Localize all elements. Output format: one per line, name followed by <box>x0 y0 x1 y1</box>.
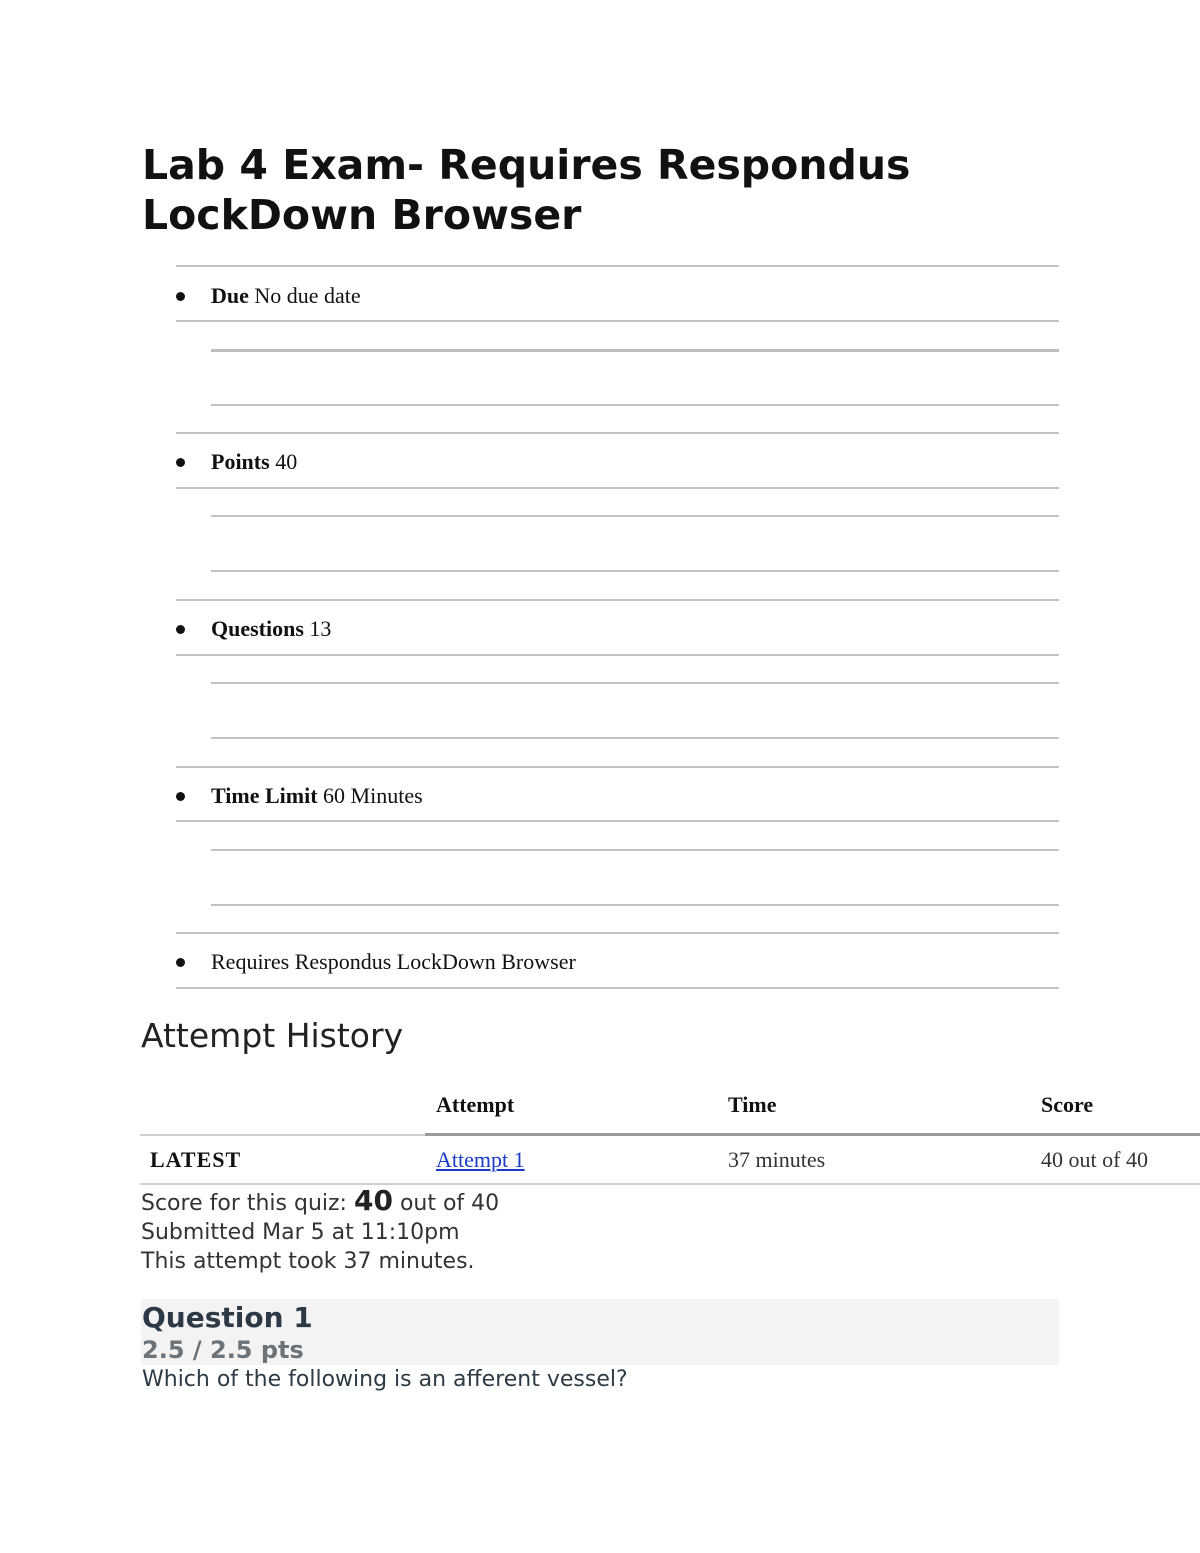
column-header-time: Time <box>728 1092 777 1117</box>
divider <box>176 932 1059 934</box>
page-title: Lab 4 Exam- Requires Respondus LockDown Browser <box>142 141 911 239</box>
score-suffix: out of 40 <box>399 1191 500 1216</box>
bullet-icon <box>176 958 185 967</box>
divider <box>211 737 1059 739</box>
question-text: Which of the following is an afferent vessel? <box>142 1367 628 1392</box>
header-divider <box>140 1134 425 1136</box>
quiz-score-line <box>141 1186 499 1218</box>
question-header <box>141 1299 1059 1365</box>
divider <box>211 515 1059 517</box>
detail-label: Points <box>211 449 270 474</box>
score-value: 40 <box>353 1184 393 1217</box>
divider <box>176 766 1059 768</box>
divider <box>211 404 1059 406</box>
detail-due <box>176 281 1059 311</box>
detail-lockdown <box>176 947 1059 977</box>
detail-value: No due date <box>254 283 361 308</box>
divider <box>211 682 1059 684</box>
divider <box>211 570 1059 572</box>
bullet-icon <box>176 792 185 801</box>
divider <box>176 599 1059 601</box>
attempt-history-heading: Attempt History <box>141 1016 404 1055</box>
column-header-score: Score <box>1041 1092 1094 1117</box>
detail-value: 60 Minutes <box>323 783 423 808</box>
divider <box>176 432 1059 434</box>
bullet-icon <box>176 625 185 634</box>
divider <box>176 487 1059 489</box>
duration-line: This attempt took 37 minutes. <box>141 1249 475 1274</box>
detail-label: Due <box>211 283 249 308</box>
divider <box>211 849 1059 851</box>
detail-questions <box>176 614 1059 644</box>
divider <box>211 904 1059 906</box>
detail-value: 13 <box>309 616 332 641</box>
detail-value: Requires Respondus LockDown Browser <box>211 949 576 974</box>
detail-label: Questions <box>211 616 304 641</box>
divider <box>211 349 1059 352</box>
score-summary <box>141 1186 499 1276</box>
question-title: Question 1 <box>142 1301 313 1334</box>
attempt-time: 37 minutes <box>728 1147 826 1172</box>
bullet-icon <box>176 292 185 301</box>
divider <box>176 820 1059 822</box>
column-header-attempt: Attempt <box>436 1092 515 1117</box>
detail-label: Time Limit <box>211 783 318 808</box>
header-divider <box>425 1133 1200 1136</box>
attempt-link[interactable]: Attempt 1 <box>436 1147 525 1172</box>
divider <box>176 265 1059 267</box>
divider <box>176 654 1059 656</box>
row-divider <box>140 1183 1200 1185</box>
score-prefix: Score for this quiz: <box>141 1191 347 1216</box>
detail-value: 40 <box>275 449 298 474</box>
bullet-icon <box>176 458 185 467</box>
divider <box>176 987 1059 989</box>
submitted-line: Submitted Mar 5 at 11:10pm <box>141 1220 460 1245</box>
detail-points <box>176 447 1059 477</box>
latest-badge: LATEST <box>150 1147 242 1172</box>
attempt-score: 40 out of 40 <box>1041 1147 1148 1172</box>
divider <box>176 320 1059 322</box>
detail-time-limit <box>176 781 1059 811</box>
question-points: 2.5 / 2.5 pts <box>142 1336 304 1364</box>
